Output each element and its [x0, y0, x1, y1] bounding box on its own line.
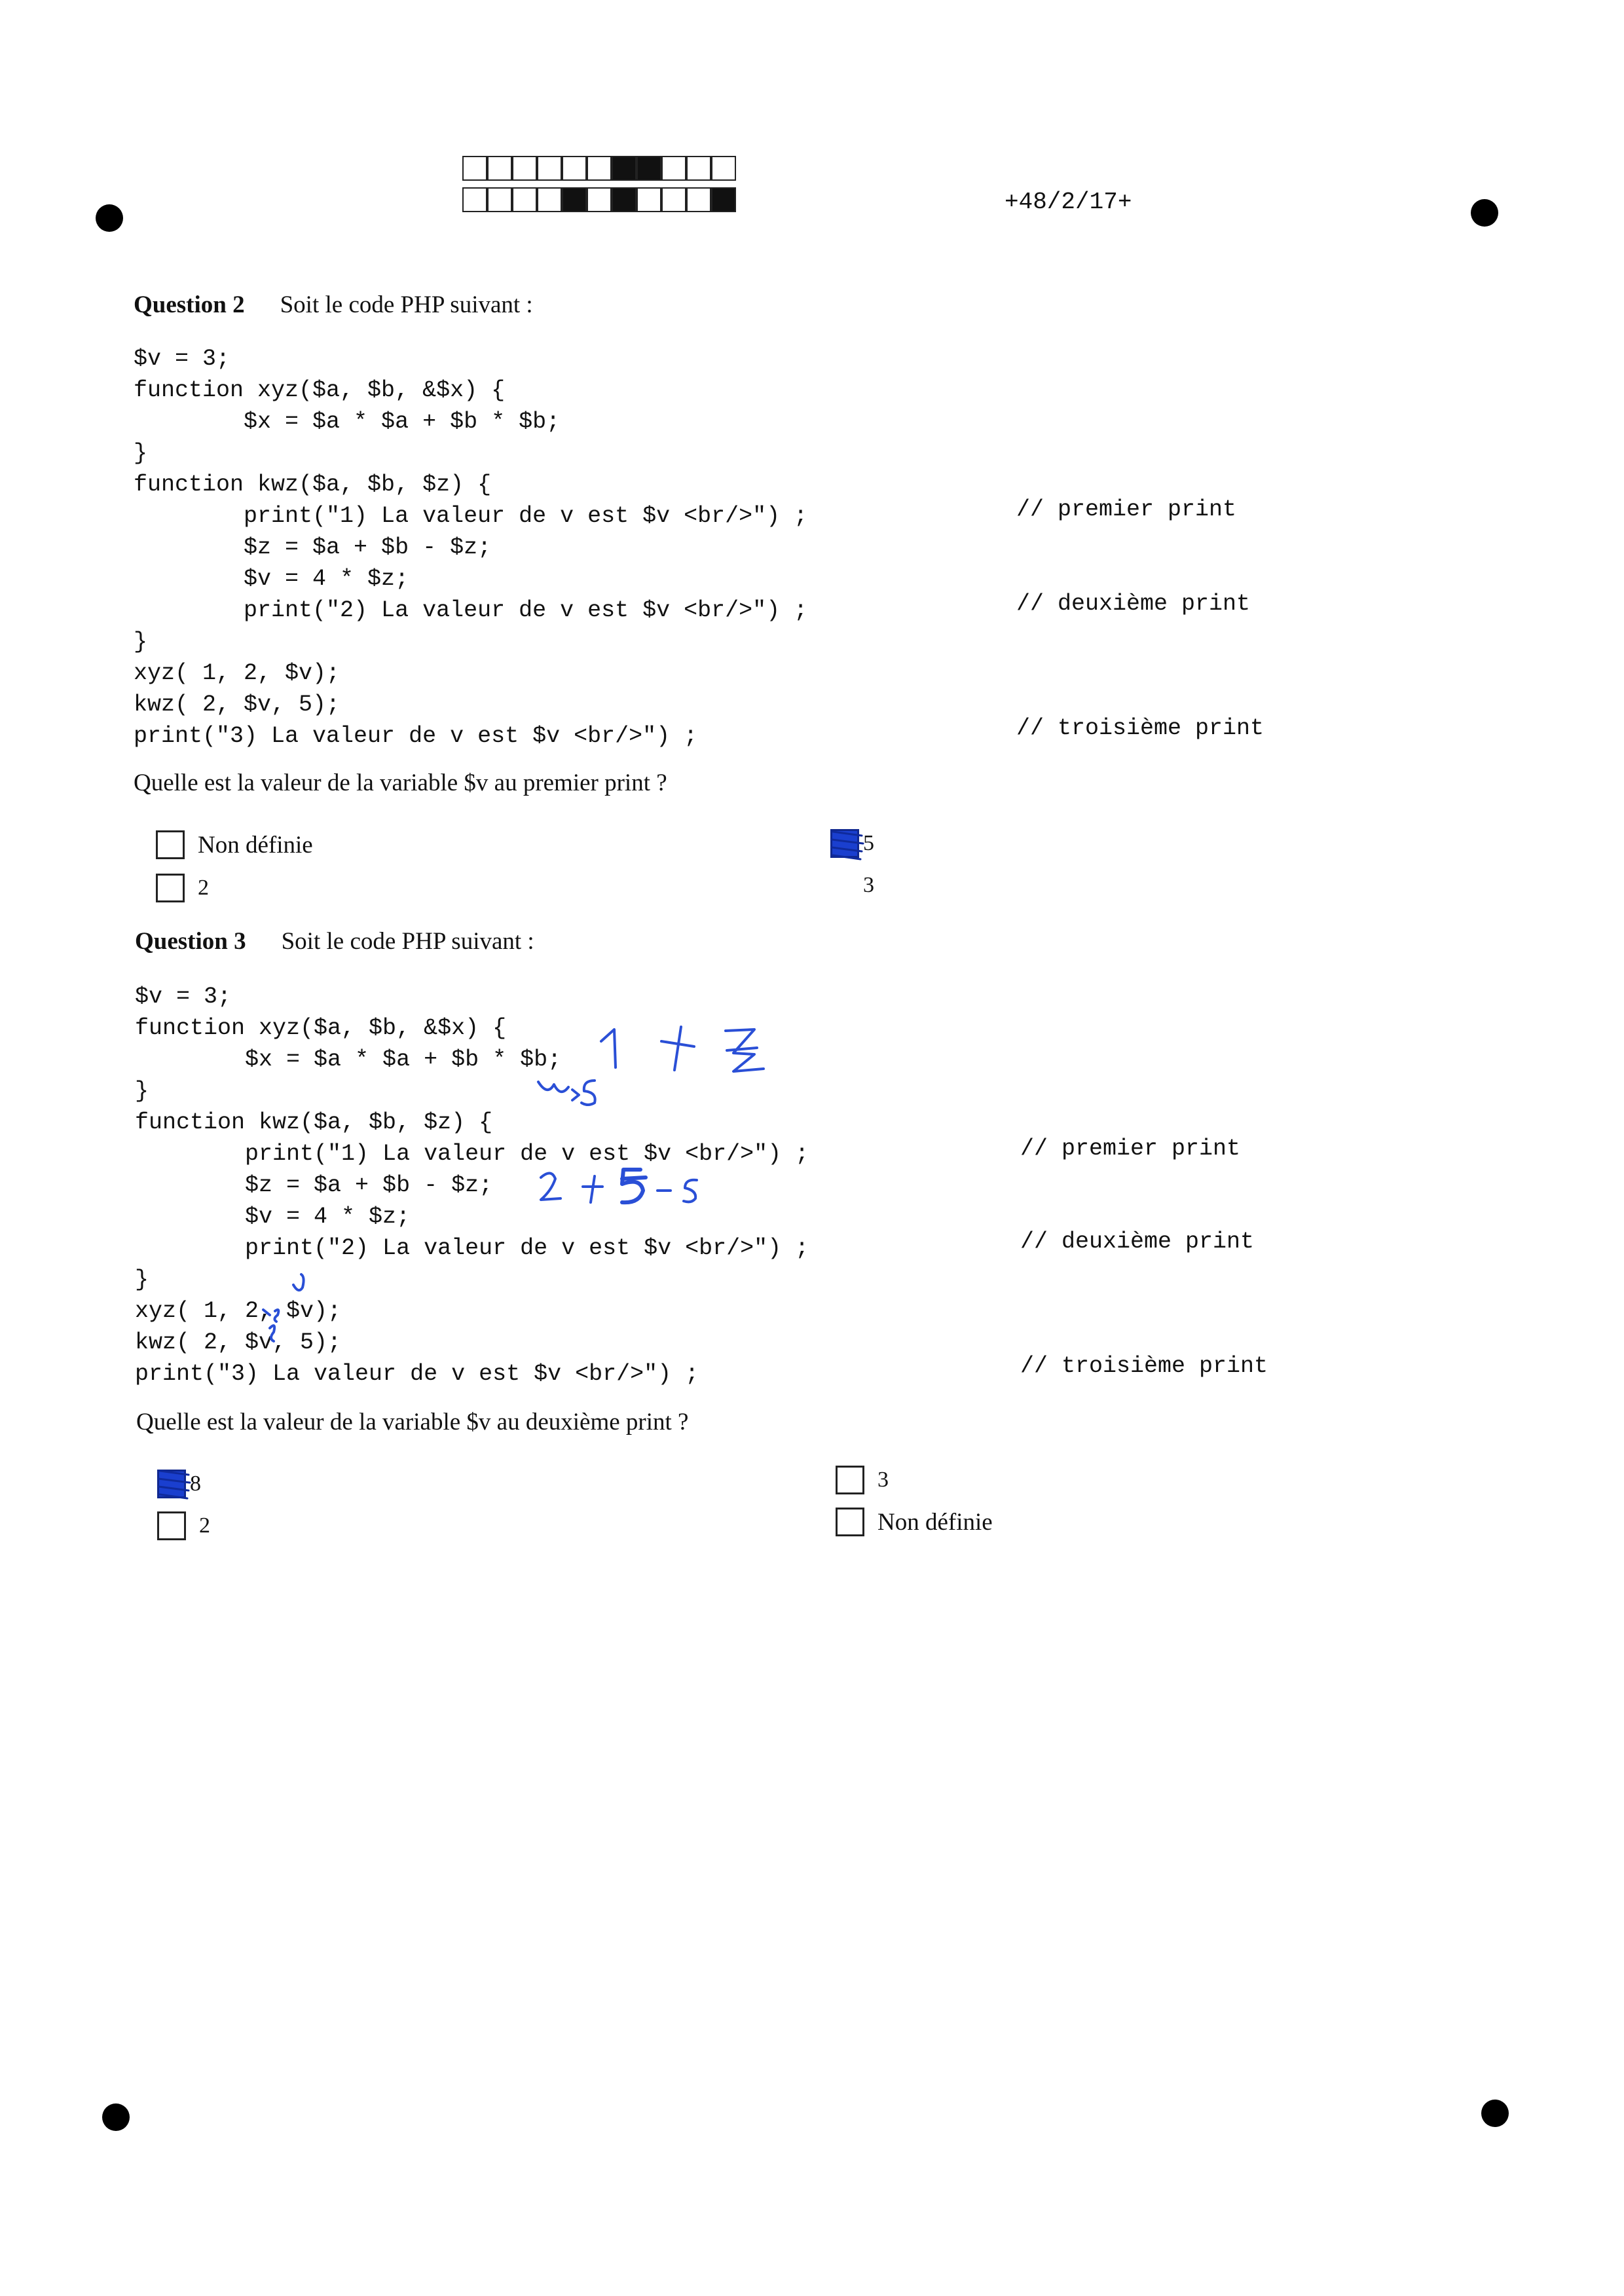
code-line: function kwz($a, $b, $z) {	[134, 472, 492, 498]
code-line: $z = $a + $b - $z;	[135, 1172, 493, 1198]
question-3-code	[135, 981, 809, 1390]
code-line: }	[134, 440, 148, 466]
question-2-code	[134, 343, 807, 752]
code-line: kwz( 2, $v, 5);	[134, 692, 341, 718]
code-grid-cell	[537, 187, 562, 212]
code-grid-cell	[512, 187, 537, 212]
code-line: print("3) La valeur de v est $v <br/>") ;	[135, 1361, 699, 1387]
option-label: 3	[863, 873, 874, 897]
code-line: $v = 3;	[134, 346, 231, 372]
code-line: xyz( 1, 2, $v);	[135, 1298, 342, 1324]
checkbox[interactable]	[157, 1470, 186, 1498]
option-label: 8	[190, 1472, 201, 1496]
code-grid-cell	[487, 156, 512, 181]
q2-option-non-definie[interactable]	[156, 830, 313, 859]
code-line: function kwz($a, $b, $z) {	[135, 1109, 493, 1136]
checkbox[interactable]	[836, 1508, 864, 1536]
question-3-header	[135, 927, 534, 955]
checkbox[interactable]	[156, 830, 185, 859]
code-line: $x = $a * $a + $b * $b;	[134, 409, 561, 435]
code-line: print("1) La valeur de v est $v <br/>") ;	[135, 1141, 809, 1167]
q3-option-3[interactable]	[836, 1466, 889, 1494]
comment-troisieme-print: // troisième print	[1016, 715, 1264, 741]
code-grid-cell	[512, 156, 537, 181]
comment-deuxieme-print: // deuxième print	[1016, 591, 1251, 617]
question-number: Question 3	[135, 928, 246, 955]
code-line: $z = $a + $b - $z;	[134, 534, 492, 561]
question-intro: Soit le code PHP suivant :	[280, 291, 533, 318]
q3-option-8[interactable]	[157, 1470, 201, 1498]
option-label: Non définie	[198, 831, 313, 859]
code-grid-cell	[661, 156, 686, 181]
q2-option-2[interactable]	[156, 874, 209, 902]
code-line: function xyz($a, $b, &$x) {	[134, 377, 506, 403]
registration-mark-bottom-right	[1481, 2100, 1509, 2127]
code-grid-cell	[686, 187, 711, 212]
code-line: }	[134, 629, 148, 655]
code-grid-cell	[711, 187, 736, 212]
code-line: $v = 3;	[135, 984, 232, 1010]
q3-option-non-definie[interactable]	[836, 1508, 993, 1536]
code-grid-cell	[487, 187, 512, 212]
checkbox[interactable]	[156, 874, 185, 902]
code-grid-cell	[637, 156, 661, 181]
comment-deuxieme-print: // deuxième print	[1020, 1229, 1255, 1255]
code-line: }	[135, 1267, 149, 1293]
code-grid-cell	[587, 187, 612, 212]
code-grid-cell	[562, 156, 587, 181]
code-line: function xyz($a, $b, &$x) {	[135, 1015, 507, 1041]
q3-option-2[interactable]	[157, 1511, 210, 1540]
code-grid-cell	[661, 187, 686, 212]
question-2-header	[134, 291, 533, 319]
code-grid-cell	[462, 156, 487, 181]
comment-premier-print: // premier print	[1020, 1136, 1241, 1162]
option-label: 2	[199, 1513, 210, 1538]
q2-option-5[interactable]	[830, 829, 874, 858]
question-intro: Soit le code PHP suivant :	[281, 928, 534, 955]
q2-option-3[interactable]	[830, 871, 874, 900]
code-line: kwz( 2, $v, 5);	[135, 1329, 342, 1356]
code-grid-cell	[587, 156, 612, 181]
code-line: print("2) La valeur de v est $v <br/>") ;	[135, 1235, 809, 1261]
code-grid-cell	[462, 187, 487, 212]
question-number: Question 2	[134, 291, 245, 318]
sheet-code-grid-row-1	[462, 156, 736, 181]
checkbox[interactable]	[830, 829, 859, 858]
sheet-code-grid-row-2	[462, 187, 736, 212]
code-grid-cell	[562, 187, 587, 212]
code-line: $x = $a * $a + $b * $b;	[135, 1046, 562, 1073]
option-label: 3	[877, 1468, 889, 1492]
registration-mark-top-left	[96, 204, 123, 232]
registration-mark-bottom-left	[102, 2103, 130, 2131]
code-line: print("3) La valeur de v est $v <br/>") ;	[134, 723, 698, 749]
page-id: +48/2/17+	[1005, 189, 1132, 215]
code-grid-cell	[612, 156, 637, 181]
question-3-prompt: Quelle est la valeur de la variable $v au deuxième print ?	[136, 1409, 689, 1435]
code-grid-cell	[686, 156, 711, 181]
code-grid-cell	[612, 187, 637, 212]
code-line: }	[135, 1078, 149, 1104]
option-label: 5	[863, 831, 874, 855]
code-line: print("1) La valeur de v est $v <br/>") ;	[134, 503, 808, 529]
code-line: $v = 4 * $z;	[134, 566, 409, 592]
comment-troisieme-print: // troisième print	[1020, 1353, 1268, 1379]
code-line: xyz( 1, 2, $v);	[134, 660, 341, 686]
question-2-prompt: Quelle est la valeur de la variable $v au premier print ?	[134, 769, 667, 796]
comment-premier-print: // premier print	[1016, 496, 1237, 523]
code-line: print("2) La valeur de v est $v <br/>") ;	[134, 597, 808, 623]
registration-mark-top-right	[1471, 199, 1498, 227]
option-label: Non définie	[877, 1508, 993, 1536]
code-grid-cell	[537, 156, 562, 181]
code-line: $v = 4 * $z;	[135, 1204, 411, 1230]
checkbox[interactable]	[157, 1511, 186, 1540]
code-grid-cell	[711, 156, 736, 181]
option-label: 2	[198, 876, 209, 900]
checkbox[interactable]	[836, 1466, 864, 1494]
code-grid-cell	[637, 187, 661, 212]
